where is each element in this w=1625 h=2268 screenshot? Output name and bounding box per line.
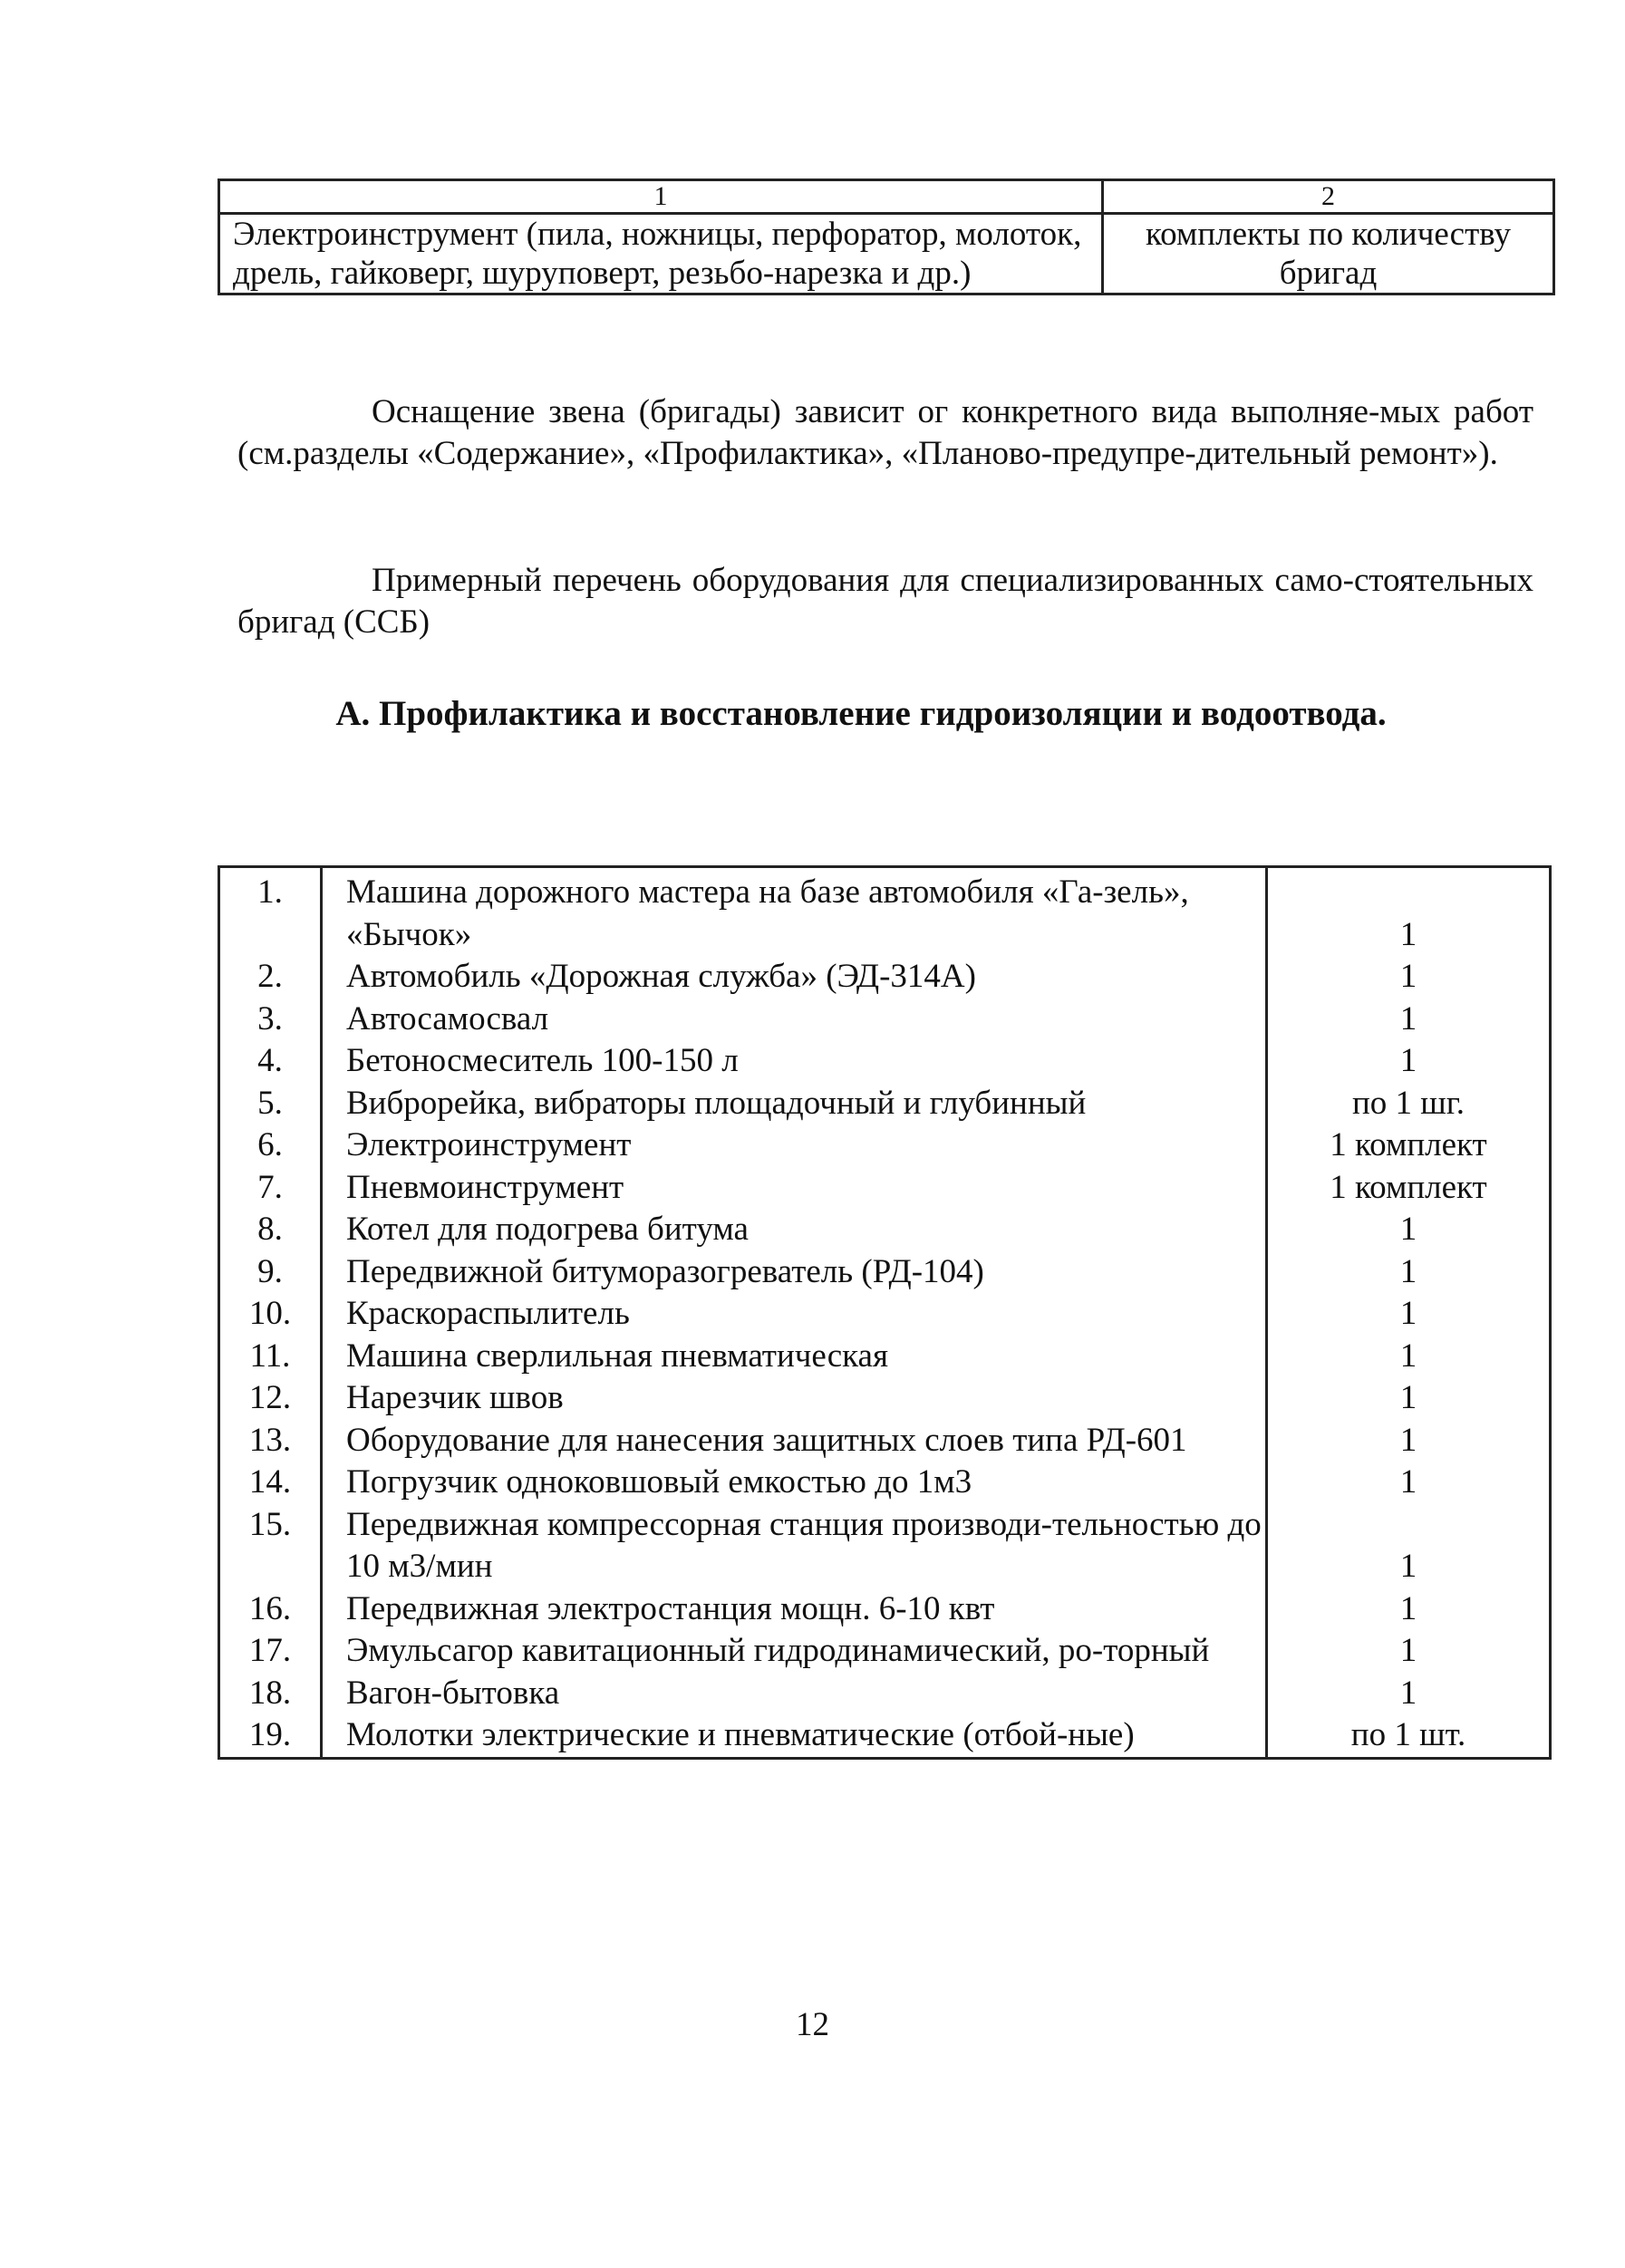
item-name: Передвижной битуморазогреватель (РД-104) [322,1251,1267,1294]
item-name: Передвижная компрессорная станция производи-тельностью до 10 м3/мин [322,1504,1267,1588]
table-row [219,1167,1551,1210]
item-name: Вагон-бытовка [322,1673,1267,1715]
item-number: 11. [219,1336,322,1378]
top-table-header-1: 1 [219,180,1103,214]
item-quantity: 1 комплект [1267,1124,1551,1167]
table-row [219,956,1551,999]
top-table-row [219,214,1554,294]
item-number: 1. [219,867,322,957]
table-row [219,1462,1551,1504]
paragraph-equipment-list-intro: Примерный перечень оборудования для специализированных само-стоятельных бригад (ССБ) [237,562,1533,641]
item-name: Оборудование для нанесения защитных слоев типа РД-601 [322,1420,1267,1462]
item-number: 18. [219,1673,322,1715]
table-row [219,1377,1551,1420]
table-row [219,1630,1551,1673]
item-name: Электроинструмент [322,1124,1267,1167]
item-name: Машина сверлильная пневматическая [322,1336,1267,1378]
table-row [219,1083,1551,1125]
item-number: 15. [219,1504,322,1588]
item-name: Виброрейка, вибраторы площадочный и глубинный [322,1083,1267,1125]
top-table-header [219,180,1554,214]
table-row [219,867,1551,957]
equipment-table [218,865,1552,1760]
item-quantity: 1 [1267,1209,1551,1251]
item-number: 16. [219,1588,322,1631]
item-quantity: по 1 шт. [1267,1714,1551,1758]
item-number: 3. [219,999,322,1041]
table-row [219,1040,1551,1083]
item-quantity: 1 [1267,867,1551,957]
item-number: 17. [219,1630,322,1673]
item-quantity: 1 [1267,1377,1551,1420]
item-quantity: 1 [1267,1673,1551,1715]
section-heading: А. Профилактика и восстановление гидроизоляции и водоотвода. [335,694,1387,733]
table-row [219,1714,1551,1758]
table-row [219,1588,1551,1631]
table-row [219,1420,1551,1462]
item-number: 12. [219,1377,322,1420]
item-name: Погрузчик одноковшовый емкостью до 1м3 [322,1462,1267,1504]
table-row [219,1293,1551,1336]
item-name: Бетоносмеситель 100-150 л [322,1040,1267,1083]
table-row [219,1504,1551,1588]
item-number: 14. [219,1462,322,1504]
paragraph-equipment-depends: Оснащение звена (бригады) зависит ог конкретного вида выполняе-мых работ (см.разделы «Содержание», «Профилактика», «Планово-предупре-дительный ремонт»). [237,393,1533,472]
item-name: Эмульсагор кавитационный гидродинамический, ро-торный [322,1630,1267,1673]
item-number: 2. [219,956,322,999]
item-quantity: по 1 шг. [1267,1083,1551,1125]
item-name: Автомобиль «Дорожная служба» (ЭД-314А) [322,956,1267,999]
item-quantity: 1 [1267,1462,1551,1504]
item-number: 7. [219,1167,322,1210]
table-row [219,1251,1551,1294]
item-number: 10. [219,1293,322,1336]
table-row [219,1673,1551,1715]
item-quantity: 1 [1267,1251,1551,1294]
item-name: Автосамосвал [322,999,1267,1041]
top-table-header-2: 2 [1103,180,1554,214]
item-number: 8. [219,1209,322,1251]
item-quantity: 1 [1267,1040,1551,1083]
item-name: Машина дорожного мастера на базе автомобиля «Га-зель», «Бычок» [322,867,1267,957]
item-quantity: 1 [1267,1420,1551,1462]
item-quantity: 1 [1267,1336,1551,1378]
item-number: 5. [219,1083,322,1125]
item-quantity: 1 [1267,999,1551,1041]
item-quantity: 1 [1267,1293,1551,1336]
item-name: Краскораспылитель [322,1293,1267,1336]
top-table [218,179,1555,295]
table-row [219,1124,1551,1167]
item-name: Молотки электрические и пневматические (отбой-ные) [322,1714,1267,1758]
item-quantity: 1 [1267,1504,1551,1588]
top-table-qty: комплекты по количеству бригад [1103,214,1554,294]
item-number: 6. [219,1124,322,1167]
item-quantity: 1 [1267,956,1551,999]
item-quantity: 1 комплект [1267,1167,1551,1210]
page-number: 12 [796,2006,829,2043]
table-row [219,999,1551,1041]
item-number: 13. [219,1420,322,1462]
top-table-item: Электроинструмент (пила, ножницы, перфоратор, молоток, дрель, гайковерг, шуруповерт, резьбо-нарезка и др.) [219,214,1103,294]
item-quantity: 1 [1267,1588,1551,1631]
item-quantity: 1 [1267,1630,1551,1673]
item-number: 9. [219,1251,322,1294]
item-number: 19. [219,1714,322,1758]
item-name: Пневмоинструмент [322,1167,1267,1210]
table-row [219,1336,1551,1378]
table-row [219,1209,1551,1251]
item-name: Котел для подогрева битума [322,1209,1267,1251]
item-name: Передвижная электростанция мощн. 6-10 квт [322,1588,1267,1631]
item-name: Нарезчик швов [322,1377,1267,1420]
item-number: 4. [219,1040,322,1083]
